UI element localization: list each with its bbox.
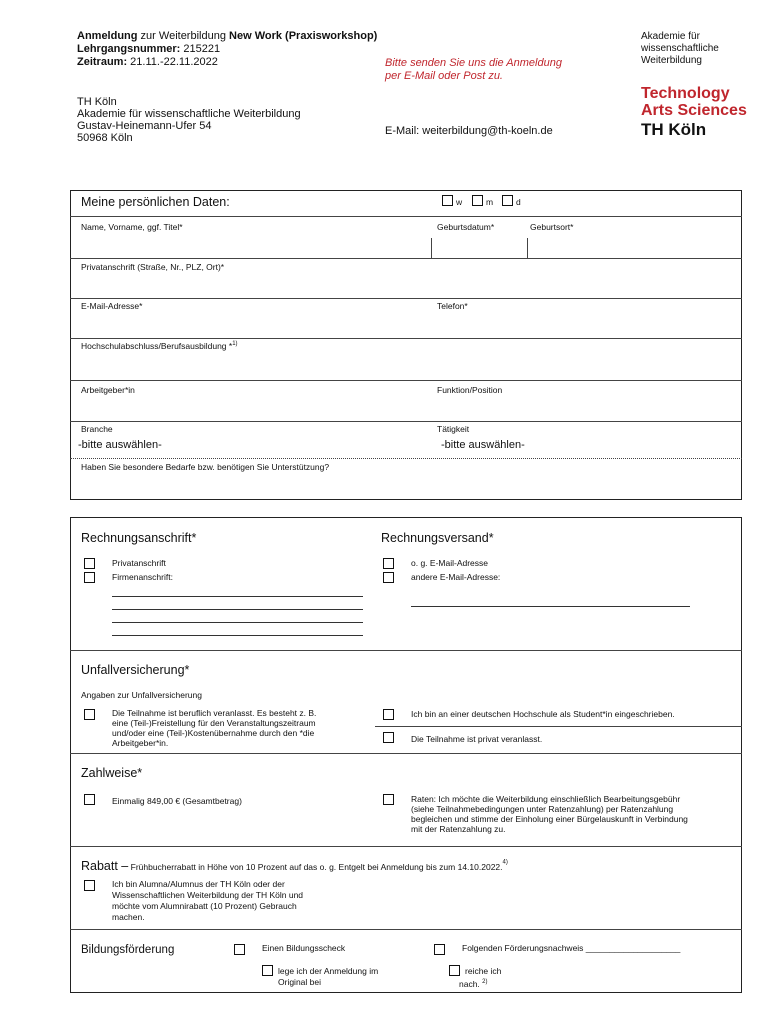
period-line bbox=[77, 56, 218, 69]
course-number-label: Lehrgangsnummer: bbox=[77, 43, 181, 55]
funding-check-checkbox[interactable] bbox=[234, 944, 245, 955]
billing-private-label: Privatanschrift bbox=[112, 558, 166, 568]
branche-select[interactable]: -bitte auswählen- bbox=[78, 439, 162, 451]
billing-company-checkbox[interactable] bbox=[84, 572, 95, 583]
degree-label bbox=[81, 341, 238, 351]
funding-later-checkbox[interactable] bbox=[449, 965, 460, 976]
insurance-subtitle: Angaben zur Unfallversicherung bbox=[81, 690, 202, 700]
divider bbox=[70, 298, 742, 299]
insurance-private-checkbox[interactable] bbox=[383, 732, 394, 743]
insurance-student-label: Ich bin an einer deutschen Hochschule als Student*in eingeschrieben. bbox=[411, 709, 675, 719]
insurance-work-text: Arbeitgeber*in. bbox=[112, 738, 169, 748]
funding-original-text: lege ich der Anmeldung im bbox=[278, 966, 379, 976]
insurance-work-text: eine (Teil-)Freistellung für den Veranstaltungszeitraum bbox=[112, 718, 316, 728]
divider bbox=[70, 753, 742, 754]
divider bbox=[70, 216, 742, 217]
insurance-work-checkbox[interactable] bbox=[84, 709, 95, 720]
divider bbox=[70, 421, 742, 422]
phone-label: Telefon* bbox=[437, 301, 468, 311]
course-number-line bbox=[77, 43, 220, 56]
gender-d-label: d bbox=[516, 197, 521, 207]
address-line: Akademie für wissenschaftliche Weiterbildung bbox=[77, 108, 301, 120]
funding-check-label: Einen Bildungsscheck bbox=[262, 943, 346, 953]
instruction-line-2: per E-Mail oder Post zu. bbox=[385, 70, 503, 82]
billing-shipping-title: Rechnungsversand* bbox=[381, 531, 494, 545]
employer-label: Arbeitgeber*in bbox=[81, 385, 135, 395]
shipping-email-checkbox[interactable] bbox=[383, 558, 394, 569]
gender-m-checkbox[interactable] bbox=[472, 195, 483, 206]
discount-text: Frühbucherrabatt in Höhe von 10 Prozent auf das o. g. Entgelt bei Anmeldung bis zum 14.10.2022. bbox=[128, 862, 503, 872]
instruction-line-1: Bitte senden Sie uns die Anmeldung bbox=[385, 57, 562, 69]
period-value: 21.11.-22.11.2022 bbox=[127, 56, 218, 68]
address-line: Gustav-Heinemann-Ufer 54 bbox=[77, 120, 212, 132]
divider bbox=[70, 650, 742, 651]
degree-label-text: Hochschulabschluss/Berufsausbildung * bbox=[81, 341, 233, 351]
payment-rates-text: (siehe Teilnahmebedingungen unter Ratenzahlung) per Ratenzahlung bbox=[411, 804, 674, 814]
birthplace-field[interactable] bbox=[529, 233, 739, 257]
payment-once-label: Einmalig 849,00 € (Gesamtbetrag) bbox=[112, 796, 242, 806]
payment-rates-text: mit der Ratenzahlung zu. bbox=[411, 824, 506, 834]
header-mid: zur Weiterbildung bbox=[137, 30, 230, 42]
personal-data-title: Meine persönlichen Daten: bbox=[81, 195, 230, 209]
discount-alumni-text: möchte vom Alumnirabatt (10 Prozent) Gebrauch bbox=[112, 901, 297, 911]
payment-title: Zahlweise* bbox=[81, 766, 143, 780]
divider bbox=[375, 726, 742, 727]
divider bbox=[431, 238, 432, 258]
branche-label: Branche bbox=[81, 424, 113, 434]
discount-alumni-text: Ich bin Alumna/Alumnus der TH Köln oder der bbox=[112, 879, 285, 889]
billing-title: Rechnungsanschrift* bbox=[81, 531, 197, 545]
logo-th-koeln: TH Köln bbox=[641, 120, 707, 139]
logo-academy-line: wissenschaftliche bbox=[641, 43, 719, 54]
name-field[interactable] bbox=[72, 233, 429, 257]
gender-m-label: m bbox=[486, 197, 494, 207]
activity-label: Tätigkeit bbox=[437, 424, 470, 434]
gender-w-label: w bbox=[456, 197, 463, 207]
name-label: Name, Vorname, ggf. Titel* bbox=[81, 222, 183, 232]
payment-rates-text: begleichen und stimme der Einholung einer Bürgelauskunft in Verbindung bbox=[411, 814, 688, 824]
funding-title: Bildungsförderung bbox=[81, 944, 175, 956]
discount-title: Rabatt – bbox=[81, 859, 129, 873]
logo-academy-line: Weiterbildung bbox=[641, 55, 702, 66]
other-email-line[interactable] bbox=[411, 606, 690, 607]
insurance-student-checkbox[interactable] bbox=[383, 709, 394, 720]
employer-field[interactable] bbox=[72, 397, 429, 419]
email-label: E-Mail-Adresse* bbox=[81, 301, 143, 311]
insurance-work-text: Die Teilnahme ist beruflich veranlasst. Es besteht z. B. bbox=[112, 708, 317, 718]
private-address-field[interactable] bbox=[72, 274, 739, 297]
payment-rates-checkbox[interactable] bbox=[383, 794, 394, 805]
period-label: Zeitraum: bbox=[77, 56, 128, 68]
funding-proof-checkbox[interactable] bbox=[434, 944, 445, 955]
funding-proof-label: Folgenden Förderungsnachweis ____________________ bbox=[462, 943, 681, 953]
divider bbox=[70, 458, 742, 459]
company-address-line[interactable] bbox=[112, 622, 363, 623]
divider bbox=[70, 846, 742, 847]
insurance-private-label: Die Teilnahme ist privat veranlasst. bbox=[411, 734, 543, 744]
contact-email: E-Mail: weiterbildung@th-koeln.de bbox=[385, 125, 553, 137]
footnote-ref: 4) bbox=[502, 859, 508, 866]
payment-rates-text: Raten: Ich möchte die Weiterbildung einschließlich Bearbeitungsgebühr bbox=[411, 794, 681, 804]
birthdate-label: Geburtsdatum* bbox=[437, 222, 495, 232]
footnote-ref: 1) bbox=[232, 341, 238, 348]
course-number-value: 215221 bbox=[180, 43, 221, 55]
billing-private-checkbox[interactable] bbox=[84, 558, 95, 569]
insurance-work-text: und/oder eine (Teil-)Kostenübernahme durch den *die bbox=[112, 728, 315, 738]
funding-later-word: nach. bbox=[459, 978, 480, 989]
shipping-other-label: andere E-Mail-Adresse: bbox=[411, 572, 501, 582]
address-line: 50968 Köln bbox=[77, 132, 133, 144]
header-anmeldung: Anmeldung bbox=[77, 30, 138, 42]
insurance-title: Unfallversicherung* bbox=[81, 663, 190, 677]
divider bbox=[70, 338, 742, 339]
course-title: New Work (Praxisworkshop) bbox=[229, 30, 378, 42]
logo-technology: Technology bbox=[641, 85, 730, 102]
gender-d-checkbox[interactable] bbox=[502, 195, 513, 206]
phone-field[interactable] bbox=[433, 313, 739, 337]
needs-label: Haben Sie besondere Bedarfe bzw. benötigen Sie Unterstützung? bbox=[81, 462, 330, 472]
birthplace-label: Geburtsort* bbox=[530, 222, 574, 232]
funding-later-text2 bbox=[459, 977, 488, 989]
shipping-email-label: o. g. E-Mail-Adresse bbox=[411, 558, 488, 568]
payment-once-checkbox[interactable] bbox=[84, 794, 95, 805]
header-course-line bbox=[77, 30, 597, 43]
email-field[interactable] bbox=[72, 313, 429, 337]
funding-later-text: reiche ich bbox=[465, 966, 502, 976]
discount-line bbox=[81, 857, 508, 875]
divider bbox=[70, 929, 742, 930]
function-field[interactable] bbox=[433, 397, 739, 419]
function-label: Funktion/Position bbox=[437, 385, 503, 395]
degree-field[interactable] bbox=[72, 354, 739, 378]
funding-original-checkbox[interactable] bbox=[262, 965, 273, 976]
logo-arts-sciences: Arts Sciences bbox=[641, 102, 747, 119]
gender-w-checkbox[interactable] bbox=[442, 195, 453, 206]
needs-field[interactable] bbox=[72, 474, 739, 498]
company-address-line[interactable] bbox=[112, 596, 363, 597]
shipping-other-checkbox[interactable] bbox=[383, 572, 394, 583]
billing-box bbox=[70, 517, 742, 993]
birthdate-field[interactable] bbox=[433, 233, 525, 257]
private-address-label: Privatanschrift (Straße, Nr., PLZ, Ort)* bbox=[81, 262, 225, 272]
discount-alumni-text: machen. bbox=[112, 912, 145, 922]
divider bbox=[70, 258, 742, 259]
activity-select[interactable]: -bitte auswählen- bbox=[441, 439, 525, 451]
discount-alumni-checkbox[interactable] bbox=[84, 880, 95, 891]
billing-company-label: Firmenanschrift: bbox=[112, 572, 173, 582]
address-line: TH Köln bbox=[77, 96, 117, 108]
funding-original-text: Original bei bbox=[278, 977, 321, 987]
discount-alumni-text: Wissenschaftlichen Weiterbildung der TH Köln und bbox=[112, 890, 304, 900]
company-address-line[interactable] bbox=[112, 609, 363, 610]
divider bbox=[70, 380, 742, 381]
company-address-line[interactable] bbox=[112, 635, 363, 636]
logo-academy-line: Akademie für bbox=[641, 31, 700, 42]
divider bbox=[527, 238, 528, 258]
footnote-ref: 2) bbox=[482, 979, 488, 985]
